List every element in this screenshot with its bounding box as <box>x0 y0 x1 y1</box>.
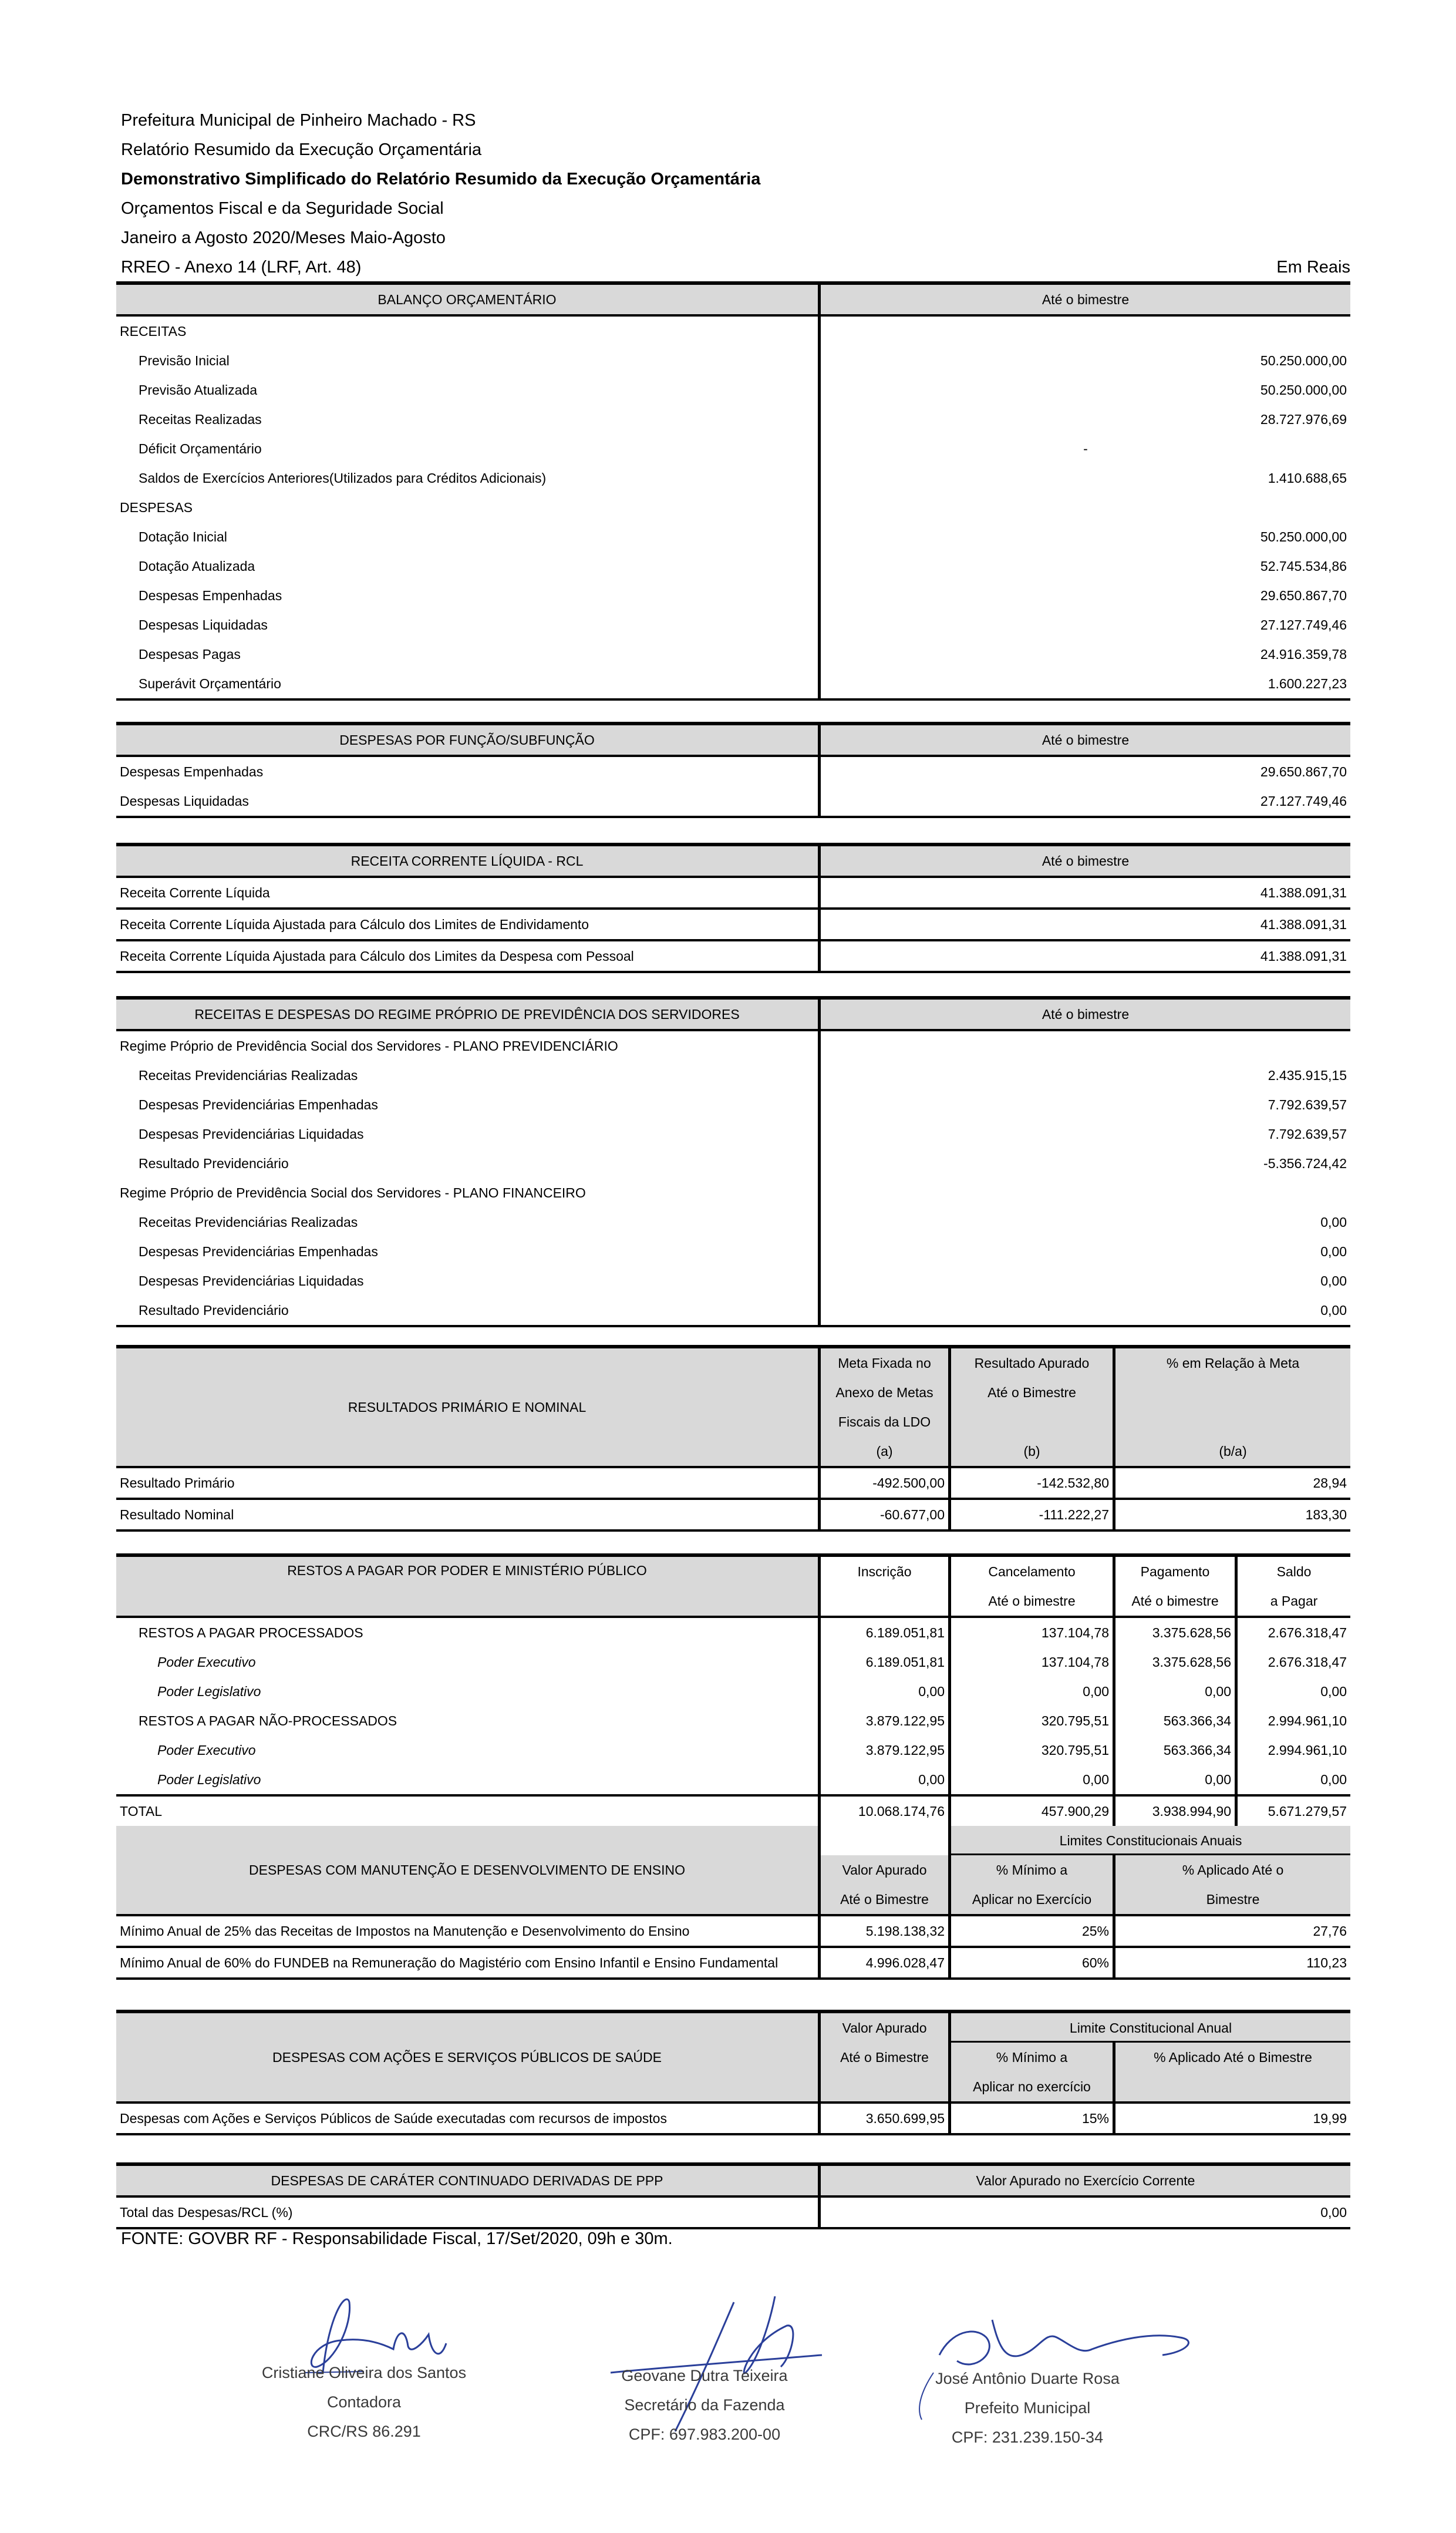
valor-value: 5.198.138,32 <box>821 1916 951 1946</box>
row-value: 0,00 <box>1320 1243 1347 1259</box>
row-value: 41.388.091,31 <box>1260 884 1347 900</box>
table-row <box>116 434 1350 463</box>
row-label: TOTAL <box>116 1797 821 1826</box>
balanco-title: BALANÇO ORÇAMENTÁRIO <box>116 285 821 314</box>
row-value: 27.127.749,46 <box>1260 617 1347 633</box>
pagamento-value: 3.375.628,56 <box>1115 1647 1238 1677</box>
row-label: Despesas com Ações e Serviços Públicos de Saúde executadas com recursos de impostos <box>116 2104 821 2133</box>
signer-name: Geovane Dutra Teixeira <box>621 2367 788 2384</box>
row-label: Resultado Previdenciário <box>116 1296 821 1325</box>
row-value: 41.388.091,31 <box>1260 916 1347 932</box>
header-line-demonstrativo: Demonstrativo Simplificado do Relatório Resumido da Execução Orçamentária <box>121 170 761 189</box>
table-row <box>116 1149 1350 1178</box>
row-label: Despesas Empenhadas <box>116 757 821 786</box>
ppp-col-header: Valor Apurado no Exercício Corrente <box>976 2172 1195 2188</box>
row-label: Resultado Primário <box>116 1468 821 1498</box>
funcao-rows <box>116 757 1350 818</box>
row-label: Mínimo Anual de 25% das Receitas de Impostos na Manutenção e Desenvolvimento do Ensino <box>116 1916 821 1946</box>
signer-role: Secretário da Fazenda <box>624 2396 785 2414</box>
pagamento-value: 3.375.628,56 <box>1115 1618 1238 1647</box>
units-label: Em Reais <box>1276 258 1350 277</box>
table-row <box>116 640 1350 669</box>
restos-section <box>116 1553 1350 1828</box>
funcao-col-header: Até o bimestre <box>1042 732 1130 748</box>
row-value: - <box>1083 440 1088 456</box>
row-label: Receitas Previdenciárias Realizadas <box>116 1207 821 1237</box>
row-value: 1.600.227,23 <box>1268 675 1347 691</box>
row-value: 50.250.000,00 <box>1260 529 1347 544</box>
saldo-value: 0,00 <box>1320 1771 1347 1787</box>
row-label: Resultado Previdenciário <box>116 1149 821 1178</box>
ensino-aplicado-col-header: % Aplicado Até o Bimestre <box>1182 1862 1284 1907</box>
row-value: 0,00 <box>1320 2204 1347 2220</box>
valor-value: 3.650.699,95 <box>821 2104 951 2133</box>
rcl-header-row <box>116 846 1350 878</box>
ensino-header-row <box>116 1826 1350 1916</box>
row-label: Previsão Atualizada <box>116 375 821 405</box>
pct-col-header: % em Relação à Meta (b/a) <box>1166 1355 1300 1459</box>
funcao-section <box>116 722 1350 818</box>
restos-rows <box>116 1618 1350 1828</box>
ppp-title: DESPESAS DE CARÁTER CONTINUADO DERIVADAS DE PPP <box>116 2166 821 2195</box>
table-row <box>116 910 1350 941</box>
row-value: 27.127.749,46 <box>1260 793 1347 809</box>
signer-id: CPF: 697.983.200-00 <box>628 2426 781 2443</box>
saude-rows <box>116 2104 1350 2135</box>
inscricao-col-header: Inscrição <box>821 1557 951 1616</box>
row-label: Mínimo Anual de 60% do FUNDEB na Remuneração do Magistério com Ensino Infantil e Ensino Fundamental <box>116 1948 821 1977</box>
rpps-title: RECEITAS E DESPESAS DO REGIME PRÓPRIO DE PREVIDÊNCIA DOS SERVIDORES <box>116 1000 821 1029</box>
table-row <box>116 581 1350 610</box>
row-value: 24.916.359,78 <box>1260 646 1347 662</box>
ensino-section <box>116 1826 1350 1980</box>
balanco-header-row <box>116 285 1350 317</box>
table-row <box>116 1061 1350 1090</box>
signer-id: CRC/RS 86.291 <box>307 2423 421 2440</box>
source-footnote: FONTE: GOVBR RF - Responsabilidade Fiscal, 17/Set/2020, 09h e 30m. <box>121 2229 673 2248</box>
resultados-section <box>116 1345 1350 1532</box>
row-label: Resultado Nominal <box>116 1500 821 1529</box>
row-label: Despesas Liquidadas <box>116 786 821 816</box>
signature-block-prefeito <box>916 2364 1139 2452</box>
table-row <box>116 1948 1350 1980</box>
table-row <box>116 1677 1350 1706</box>
row-value: 50.250.000,00 <box>1260 352 1347 368</box>
signer-name: José Antônio Duarte Rosa <box>935 2370 1120 2387</box>
table-row <box>116 375 1350 405</box>
resultados-title: RESULTADOS PRIMÁRIO E NOMINAL <box>116 1348 821 1466</box>
saude-header-row <box>116 2013 1350 2104</box>
table-row <box>116 522 1350 551</box>
saldo-value: 2.994.961,10 <box>1268 1713 1347 1728</box>
meta-value: -492.500,00 <box>821 1468 951 1498</box>
inscricao-value: 3.879.122,95 <box>821 1706 951 1735</box>
inscricao-value: 0,00 <box>821 1677 951 1706</box>
meta-col-header: Meta Fixada no Anexo de Metas Fiscais da LDO (a) <box>821 1348 951 1466</box>
table-row <box>116 1468 1350 1500</box>
saldo-value: 2.676.318,47 <box>1268 1654 1347 1670</box>
saude-title: DESPESAS COM AÇÕES E SERVIÇOS PÚBLICOS DE SAÚDE <box>116 2013 821 2101</box>
header-line-periodo: Janeiro a Agosto 2020/Meses Maio-Agosto <box>121 228 446 247</box>
resultado-value: -142.532,80 <box>951 1468 1115 1498</box>
cancelamento-value: 457.900,29 <box>951 1797 1115 1826</box>
funcao-title: DESPESAS POR FUNÇÃO/SUBFUNÇÃO <box>116 725 821 755</box>
row-label: Receita Corrente Líquida Ajustada para Cálculo dos Limites da Despesa com Pessoal <box>116 941 821 971</box>
header-line-orcamentos: Orçamentos Fiscal e da Seguridade Social <box>121 199 444 218</box>
pct-value: 183,30 <box>1305 1506 1347 1522</box>
signer-name: Cristiane Oliveira dos Santos <box>261 2364 467 2381</box>
row-value: 28.727.976,69 <box>1260 411 1347 427</box>
despesas-rows <box>116 522 1350 701</box>
saude-aplicado-col-header: % Aplicado Até o Bimestre <box>1154 2050 1312 2065</box>
pagamento-value: 563.366,34 <box>1115 1735 1238 1765</box>
restos-title: RESTOS A PAGAR POR PODER E MINISTÉRIO PÚBLICO <box>116 1557 821 1616</box>
row-label: Superávit Orçamentário <box>116 669 821 698</box>
saude-valor-col-header: Valor Apurado Até o Bimestre <box>821 2013 951 2101</box>
table-row <box>116 1618 1350 1647</box>
row-value: 1.410.688,65 <box>1268 470 1347 486</box>
signature-block-secretario <box>599 2361 810 2449</box>
resultados-header-row <box>116 1348 1350 1468</box>
row-value: 2.435.915,15 <box>1268 1067 1347 1083</box>
row-label: Total das Despesas/RCL (%) <box>116 2198 821 2227</box>
row-label: Despesas Previdenciárias Liquidadas <box>116 1266 821 1296</box>
rpps-col-header: Até o bimestre <box>1042 1006 1130 1022</box>
cancelamento-value: 137.104,78 <box>951 1647 1115 1677</box>
table-row <box>116 757 1350 786</box>
row-label: Poder Legislativo <box>116 1677 821 1706</box>
inscricao-value: 10.068.174,76 <box>821 1797 951 1826</box>
table-row <box>116 1706 1350 1735</box>
receitas-label: RECEITAS <box>116 317 821 346</box>
row-label: Despesas Pagas <box>116 640 821 669</box>
table-row <box>116 786 1350 818</box>
rpps-g2-rows <box>116 1207 1350 1327</box>
minimo-value: 15% <box>951 2104 1115 2133</box>
table-row <box>116 1207 1350 1237</box>
cancelamento-value: 0,00 <box>951 1765 1115 1794</box>
row-value: 50.250.000,00 <box>1260 382 1347 398</box>
header-line-anexo: RREO - Anexo 14 (LRF, Art. 48) <box>121 258 362 277</box>
table-row <box>116 1500 1350 1532</box>
rpps-group-financeiro: Regime Próprio de Previdência Social dos Servidores - PLANO FINANCEIRO <box>116 1178 821 1207</box>
table-row <box>116 669 1350 701</box>
row-label: Despesas Previdenciárias Liquidadas <box>116 1119 821 1149</box>
inscricao-value: 0,00 <box>821 1765 951 1794</box>
saldo-value: 2.676.318,47 <box>1268 1624 1347 1640</box>
saude-minimo-col-header: % Mínimo a Aplicar no exercício <box>951 2043 1115 2101</box>
receitas-rows <box>116 346 1350 493</box>
cancelamento-value: 320.795,51 <box>951 1735 1115 1765</box>
table-row <box>116 1266 1350 1296</box>
ppp-header-row <box>116 2166 1350 2198</box>
row-label: Poder Executivo <box>116 1647 821 1677</box>
row-label: Poder Executivo <box>116 1735 821 1765</box>
saldo-value: 2.994.961,10 <box>1268 1742 1347 1758</box>
table-row <box>116 1765 1350 1794</box>
ppp-section <box>116 2162 1350 2229</box>
table-row <box>116 551 1350 581</box>
header-line-prefeitura: Prefeitura Municipal de Pinheiro Machado - RS <box>121 111 476 130</box>
table-row <box>116 1237 1350 1266</box>
section-label-row <box>116 317 1350 346</box>
row-value: 7.792.639,57 <box>1268 1096 1347 1112</box>
saldo-value: 5.671.279,57 <box>1268 1803 1347 1819</box>
rcl-title: RECEITA CORRENTE LÍQUIDA - RCL <box>116 846 821 876</box>
rpps-group-row <box>116 1031 1350 1061</box>
row-label: RESTOS A PAGAR PROCESSADOS <box>116 1618 821 1647</box>
funcao-header-row <box>116 725 1350 757</box>
row-value: 0,00 <box>1320 1273 1347 1289</box>
rpps-header-row <box>116 1000 1350 1031</box>
rpps-group-row <box>116 1178 1350 1207</box>
pagamento-value: 3.938.994,90 <box>1115 1797 1238 1826</box>
balanco-col-header: Até o bimestre <box>1042 291 1130 307</box>
cancelamento-value: 320.795,51 <box>951 1706 1115 1735</box>
row-value: 29.650.867,70 <box>1260 763 1347 779</box>
table-row <box>116 1916 1350 1948</box>
signer-role: Contadora <box>326 2393 402 2411</box>
table-row <box>116 610 1350 640</box>
row-label: Despesas Liquidadas <box>116 610 821 640</box>
rcl-col-header: Até o bimestre <box>1042 853 1130 869</box>
row-label: Despesas Previdenciárias Empenhadas <box>116 1090 821 1119</box>
pagamento-value: 0,00 <box>1115 1677 1238 1706</box>
row-label: Receita Corrente Líquida <box>116 878 821 907</box>
row-label: Receitas Realizadas <box>116 405 821 434</box>
row-label: Receita Corrente Líquida Ajustada para Cálculo dos Limites de Endividamento <box>116 910 821 939</box>
minimo-value: 60% <box>951 1948 1115 1977</box>
aplicado-value: 19,99 <box>1313 2110 1347 2126</box>
table-row <box>116 463 1350 493</box>
aplicado-value: 27,76 <box>1313 1923 1347 1939</box>
rcl-section <box>116 843 1350 973</box>
row-label: Saldos de Exercícios Anteriores(Utilizados para Créditos Adicionais) <box>116 463 821 493</box>
table-row <box>116 1296 1350 1327</box>
aplicado-value: 110,23 <box>1306 1955 1347 1970</box>
cancelamento-value: 137.104,78 <box>951 1618 1115 1647</box>
restos-header-row <box>116 1557 1350 1618</box>
pagamento-col-header: Pagamento Até o bimestre <box>1115 1557 1238 1616</box>
row-label: Despesas Previdenciárias Empenhadas <box>116 1237 821 1266</box>
pagamento-value: 563.366,34 <box>1115 1706 1238 1735</box>
cancelamento-col-header: Cancelamento Até o bimestre <box>951 1557 1115 1616</box>
rpps-group-previdenciario: Regime Próprio de Previdência Social dos Servidores - PLANO PREVIDENCIÁRIO <box>116 1031 821 1061</box>
ensino-limites-header: Limites Constitucionais Anuais <box>951 1826 1350 1855</box>
meta-value: -60.677,00 <box>821 1500 951 1529</box>
cancelamento-value: 0,00 <box>951 1677 1115 1706</box>
ensino-rows <box>116 1916 1350 1980</box>
row-label: Despesas Empenhadas <box>116 581 821 610</box>
pagamento-value: 0,00 <box>1115 1765 1238 1794</box>
signer-id: CPF: 231.239.150-34 <box>951 2428 1104 2446</box>
table-row <box>116 878 1350 910</box>
table-row <box>116 1735 1350 1765</box>
valor-value: 4.996.028,47 <box>821 1948 951 1977</box>
saldo-col-header: Saldo a Pagar <box>1238 1557 1350 1616</box>
table-row <box>116 346 1350 375</box>
row-value: 52.745.534,86 <box>1260 558 1347 574</box>
saude-limite-header: Limite Constitucional Anual <box>951 2013 1350 2043</box>
resultados-rows <box>116 1468 1350 1532</box>
row-label: Dotação Inicial <box>116 522 821 551</box>
total-row <box>116 1794 1350 1828</box>
signature-block-contadora <box>258 2358 470 2446</box>
rpps-section <box>116 996 1350 1327</box>
row-label: Déficit Orçamentário <box>116 434 821 463</box>
inscricao-value: 6.189.051,81 <box>821 1618 951 1647</box>
rpps-g1-rows <box>116 1061 1350 1178</box>
row-label: Dotação Atualizada <box>116 551 821 581</box>
inscricao-value: 6.189.051,81 <box>821 1647 951 1677</box>
section-label-row <box>116 493 1350 522</box>
minimo-value: 25% <box>951 1916 1115 1946</box>
inscricao-value: 3.879.122,95 <box>821 1735 951 1765</box>
saldo-value: 0,00 <box>1320 1683 1347 1699</box>
row-value: -5.356.724,42 <box>1263 1155 1347 1171</box>
table-row <box>116 941 1350 973</box>
table-row <box>116 405 1350 434</box>
row-value: 0,00 <box>1320 1214 1347 1230</box>
resultado-value: -111.222,27 <box>951 1500 1115 1529</box>
row-label: Previsão Inicial <box>116 346 821 375</box>
row-label: Poder Legislativo <box>116 1765 821 1794</box>
resultado-col-header: Resultado Apurado Até o Bimestre (b) <box>951 1348 1115 1466</box>
despesas-label: DESPESAS <box>116 493 821 522</box>
ensino-minimo-col-header: % Mínimo a Aplicar no Exercício <box>951 1855 1115 1914</box>
table-row <box>116 1090 1350 1119</box>
header-line-relatorio: Relatório Resumido da Execução Orçamentária <box>121 140 482 159</box>
table-row <box>116 2104 1350 2135</box>
pct-value: 28,94 <box>1313 1475 1347 1491</box>
row-value: 29.650.867,70 <box>1260 587 1347 603</box>
table-row <box>116 1119 1350 1149</box>
table-row <box>116 1647 1350 1677</box>
ensino-title: DESPESAS COM MANUTENÇÃO E DESENVOLVIMENTO DE ENSINO <box>116 1826 821 1914</box>
balanco-section <box>116 281 1350 701</box>
ensino-valor-col-header: Valor Apurado Até o Bimestre <box>821 1855 951 1914</box>
signer-role: Prefeito Municipal <box>964 2399 1091 2417</box>
row-label: RESTOS A PAGAR NÃO-PROCESSADOS <box>116 1706 821 1735</box>
row-value: 0,00 <box>1320 1302 1347 1318</box>
row-value: 41.388.091,31 <box>1260 948 1347 964</box>
row-label: Receitas Previdenciárias Realizadas <box>116 1061 821 1090</box>
rcl-rows <box>116 878 1350 973</box>
row-value: 7.792.639,57 <box>1268 1126 1347 1142</box>
saude-section <box>116 2010 1350 2135</box>
